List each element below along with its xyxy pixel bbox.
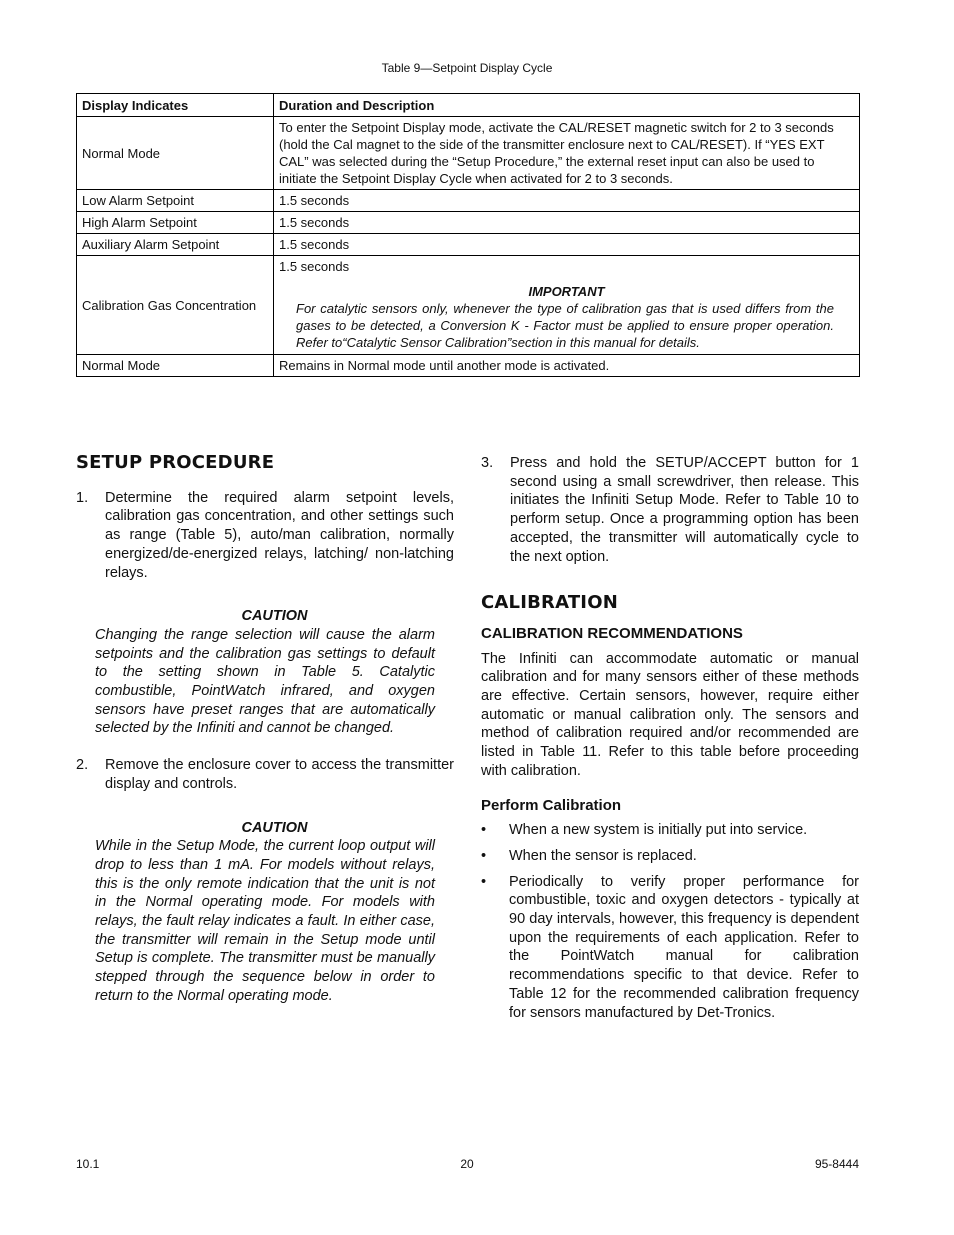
setup-procedure-section [76, 454, 454, 1006]
table-cell-description: 1.5 seconds [274, 190, 860, 212]
bullet-text: Periodically to verify proper performance for combustible, toxic and oxygen detectors - typically at 90 day intervals, however, this frequency is dependent upon the requirements of each application. Refer to the PointWatch manual for calibration recommendations specific to that device. Refer to Table 12 for the recommended calibration frequency for sensors manufactured by Det-Tronics. [509, 873, 859, 1021]
duration-text: 1.5 seconds [279, 259, 350, 274]
perform-calibration-heading: Perform Calibration [481, 796, 622, 814]
important-text: For catalytic sensors only, whenever the type of calibration gas that is used differs from the gases to be detected, a Conversion K - Factor must be applied to ensure proper operation. Refer to“Catalytic Sensor Calibration”section in this manual for details. [296, 301, 834, 350]
list-item-text: Press and hold the SETUP/ACCEPT button for 1 second using a small screwdriver, then release. This initiates the Infiniti Setup Mode. Refer to Table 10 to perform setup. Once a programming option has been accepted, the transmitter will automatically cycle to the next option. [510, 455, 859, 565]
footer-document-number: 95-8444 [814, 1157, 859, 1171]
right-column [481, 454, 859, 1022]
bullet-icon: • [481, 873, 487, 890]
table-cell-display: Calibration Gas Concentration [77, 256, 274, 355]
list-number: 2. [76, 757, 89, 774]
caution-heading: CAUTION [241, 608, 308, 625]
table-row [77, 355, 860, 377]
table-cell-display: Low Alarm Setpoint [77, 190, 274, 212]
table-cell-description: Remains in Normal mode until another mode is activated. [274, 355, 860, 377]
table-header-row [77, 94, 860, 117]
table-cell-description [274, 256, 860, 355]
table-row [77, 212, 860, 234]
bullet-item [481, 847, 859, 866]
list-item-text: Remove the enclosure cover to access the transmitter display and controls. [105, 757, 454, 792]
list-item [76, 756, 454, 793]
important-heading: IMPORTANT [528, 284, 605, 299]
caution-text: Changing the range selection will cause the alarm setpoints and the calibration gas settings to default to the setting shown in Table 5. Catalytic combustible, PointWatch infrared, and oxygen sensors have preset ranges that are automatically selected by the Infiniti and cannot be changed. [95, 626, 435, 737]
table-row [77, 190, 860, 212]
calibration-heading: CALIBRATION [481, 592, 618, 614]
list-number: 3. [481, 455, 494, 471]
table-cell-display: Auxiliary Alarm Setpoint [77, 234, 274, 256]
table-caption: Table 9—Setpoint Display Cycle [381, 61, 553, 75]
table-cell-description: To enter the Setpoint Display mode, activate the CAL/RESET magnetic switch for 2 to 3 seconds (hold the Cal magnet to the side of the transmitter enclosure next to CAL/RESET). If “YES EXT CAL” was selected during the “Setup Procedure,” the external reset input can also be used to initiate the Setpoint Display Cycle when activated for 2 to 3 seconds. [274, 117, 860, 190]
calibration-paragraph: The Infiniti can accommodate automatic or manual calibration and for many sensors either of these methods are effective. Certain sensors, however, require either automatic or manual calibration only. The sensors and method of calibration required and/or recommended are listed in Table 11. Refer to this table before proceeding with calibration. [481, 650, 859, 779]
bullet-text: When a new system is initially put into service. [509, 822, 808, 839]
table-row [77, 117, 860, 190]
setup-heading: SETUP PROCEDURE [76, 452, 275, 473]
table-header: Duration and Description [274, 94, 860, 117]
table-row [77, 234, 860, 256]
table-header: Display Indicates [77, 94, 274, 117]
table-cell-description: 1.5 seconds [274, 234, 860, 256]
table-cell-description: 1.5 seconds [274, 212, 860, 234]
bullet-item [481, 821, 859, 840]
table-cell-display: Normal Mode [77, 355, 274, 377]
caution-text: While in the Setup Mode, the current loop output will drop to less than 1 mA. For models without relays, this is the only remote indication that the unit is not in the Normal operating mode. For models with relays, the fault relay indicates a fault. In either case, the transmitter will remain in the Setup mode until Setup is complete. The transmitter must be manually stepped through the sequence below in order to return to the Normal operating mode. [95, 838, 435, 1004]
bullet-text: When the sensor is replaced. [509, 847, 697, 864]
bullet-icon: • [481, 847, 487, 864]
list-item [481, 454, 859, 566]
footer-revision: 10.1 [76, 1157, 100, 1171]
calibration-subheading: CALIBRATION RECOMMENDATIONS [481, 624, 743, 642]
table-cell-display: High Alarm Setpoint [77, 212, 274, 234]
page-number: 20 [460, 1157, 474, 1171]
list-item [76, 489, 454, 583]
list-number: 1. [76, 489, 89, 506]
table-row [77, 256, 860, 355]
setpoint-display-table [76, 93, 860, 377]
list-item-text: Determine the required alarm setpoint levels, calibration gas concentration, and other settings such as range (Table 5), auto/man calibration, normally energized/de-energized relays, latching/ non-latching relays. [105, 489, 454, 581]
caution-heading: CAUTION [241, 819, 308, 836]
bullet-item [481, 873, 859, 1023]
table-cell-display: Normal Mode [77, 117, 274, 190]
bullet-icon: • [481, 822, 487, 839]
